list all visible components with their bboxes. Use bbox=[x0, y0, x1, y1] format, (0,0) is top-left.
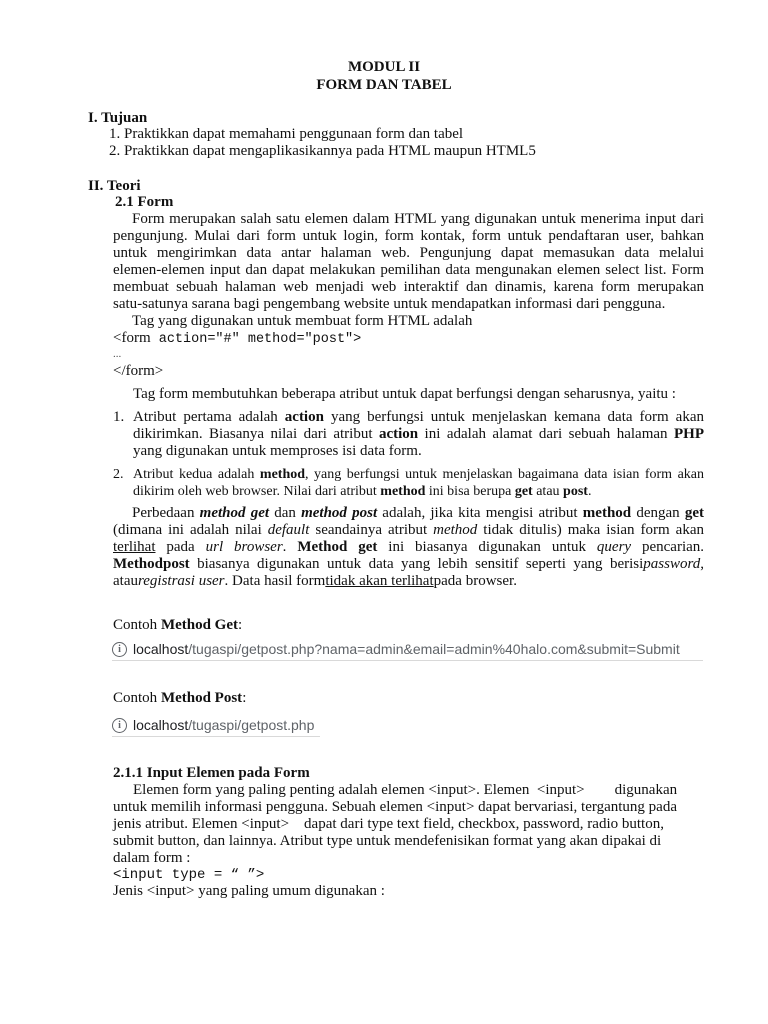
tujuan-item-1: 1. Praktikkan dapat memahami penggunaan form dan tabel bbox=[109, 126, 464, 142]
teori-heading: II. Teori bbox=[88, 178, 141, 194]
info-icon: i bbox=[112, 642, 127, 657]
input-code-sample: <input type = “ ”> bbox=[113, 867, 265, 883]
list-item-action: Atribut pertama adalah action yang berfungsi untuk menjelaskan kemana data form akan bbox=[133, 409, 704, 425]
method-paragraph-line: terlihat pada url browser. Method get ini biasanya digunakan untuk query pencarian. bbox=[113, 539, 705, 555]
info-icon: i bbox=[112, 718, 127, 733]
input-paragraph-line: jenis atribut. Elemen <input> dapat dari type text field, checkbox, password, radio button, bbox=[113, 816, 664, 832]
get-url-path: /tugaspi/getpost.php?nama=admin&email=admin%40halo.com&submit=Submit bbox=[188, 641, 680, 657]
method-paragraph-line: Methodpost biasanya digunakan untuk data yang lebih sensitif seperti yang berisipassword, bbox=[113, 556, 704, 572]
contoh-post-label: Contoh Method Post: bbox=[113, 690, 247, 706]
contoh-get-label: Contoh Method Get: bbox=[113, 617, 243, 633]
form-paragraph-line: elemen-elemen input dan dapat melakukan pemilihan data mengunakan elemen select list. Form bbox=[113, 262, 704, 278]
list-item-method: dikirim oleh web browser. Nilai dari atribut method ini bisa berupa get atau post. bbox=[133, 484, 592, 499]
form-paragraph-line: Form merupakan salah satu elemen dalam HTML yang digunakan untuk menerima input dari bbox=[132, 211, 704, 227]
input-paragraph-last: Jenis <input> yang paling umum digunakan : bbox=[113, 883, 385, 899]
attributes-intro: Tag form membutuhkan beberapa atribut untuk dapat berfungsi dengan seharusnya, yaitu : bbox=[133, 386, 676, 402]
code-form-open: <form action="#" method="post"> bbox=[113, 330, 362, 347]
post-url-host: localhost bbox=[133, 717, 189, 733]
list-item-action: yang digunakan untuk memproses isi data form. bbox=[133, 443, 422, 459]
code-ellipsis: ... bbox=[113, 348, 122, 360]
form-paragraph-line: satu-satunya sarana bagi pengembang website untuk mendapatkan informasi dari pengguna. bbox=[113, 296, 666, 312]
input-paragraph-line: submit button, dan lainnya. Atribut type untuk mendefenisikan format yang akan dipakai di bbox=[113, 833, 662, 849]
form-paragraph-line: membuat sebuah halaman web menjadi web interaktif dan dinamis, karena form merupakan bbox=[113, 279, 704, 295]
form-paragraph-line: untuk mengirimkan data antar halaman web. Pengunjung dapat memasukan data melalui bbox=[113, 245, 704, 261]
code-form-close: </form> bbox=[113, 363, 164, 379]
post-url-bar bbox=[112, 714, 320, 737]
list-number: 2. bbox=[113, 467, 124, 482]
input-paragraph-line: Elemen form yang paling penting adalah elemen <input>. Elemen <input> digunakan bbox=[133, 782, 678, 798]
input-paragraph-line: dalam form : bbox=[113, 850, 191, 866]
input-paragraph-line: untuk memilih informasi pengguna. Sebuah elemen <input> dapat bervariasi, tergantung pada bbox=[113, 799, 677, 815]
list-number: 1. bbox=[113, 409, 125, 425]
module-title: MODUL II bbox=[347, 59, 421, 75]
form-paragraph-line: pengunjung. Mulai dari form untuk login, form kontak, form untuk pendaftaran user, bahkan bbox=[113, 228, 704, 244]
get-url-bar bbox=[112, 638, 703, 661]
method-paragraph-line: Perbedaan method get dan method post adalah, jika kita mengisi atribut method dengan get bbox=[132, 505, 704, 521]
tag-intro: Tag yang digunakan untuk membuat form HTML adalah bbox=[132, 313, 473, 329]
input-section-heading: 2.1.1 Input Elemen pada Form bbox=[113, 765, 310, 781]
method-paragraph-line: (dimana ini adalah nilai default seandainya atribut method tidak ditulis) maka isian form akan bbox=[113, 522, 704, 538]
module-subtitle: FORM DAN TABEL bbox=[316, 77, 452, 93]
tujuan-heading: I. Tujuan bbox=[88, 110, 148, 126]
method-paragraph-line: atauregistrasi user. Data hasil formtidak akan terlihatpada browser. bbox=[113, 573, 517, 589]
post-url-path: /tugaspi/getpost.php bbox=[188, 717, 315, 733]
tujuan-item-2: 2. Praktikkan dapat mengaplikasikannya pada HTML maupun HTML5 bbox=[109, 143, 536, 159]
list-item-method: Atribut kedua adalah method, yang berfungsi untuk menjelaskan bagaimana data isian form akan bbox=[133, 467, 704, 482]
get-url-host: localhost bbox=[133, 641, 189, 657]
list-item-action: dikirimkan. Biasanya nilai dari atribut action ini adalah alamat dari sebuah halaman PHP bbox=[133, 426, 704, 442]
form-subheading: 2.1 Form bbox=[115, 194, 174, 210]
